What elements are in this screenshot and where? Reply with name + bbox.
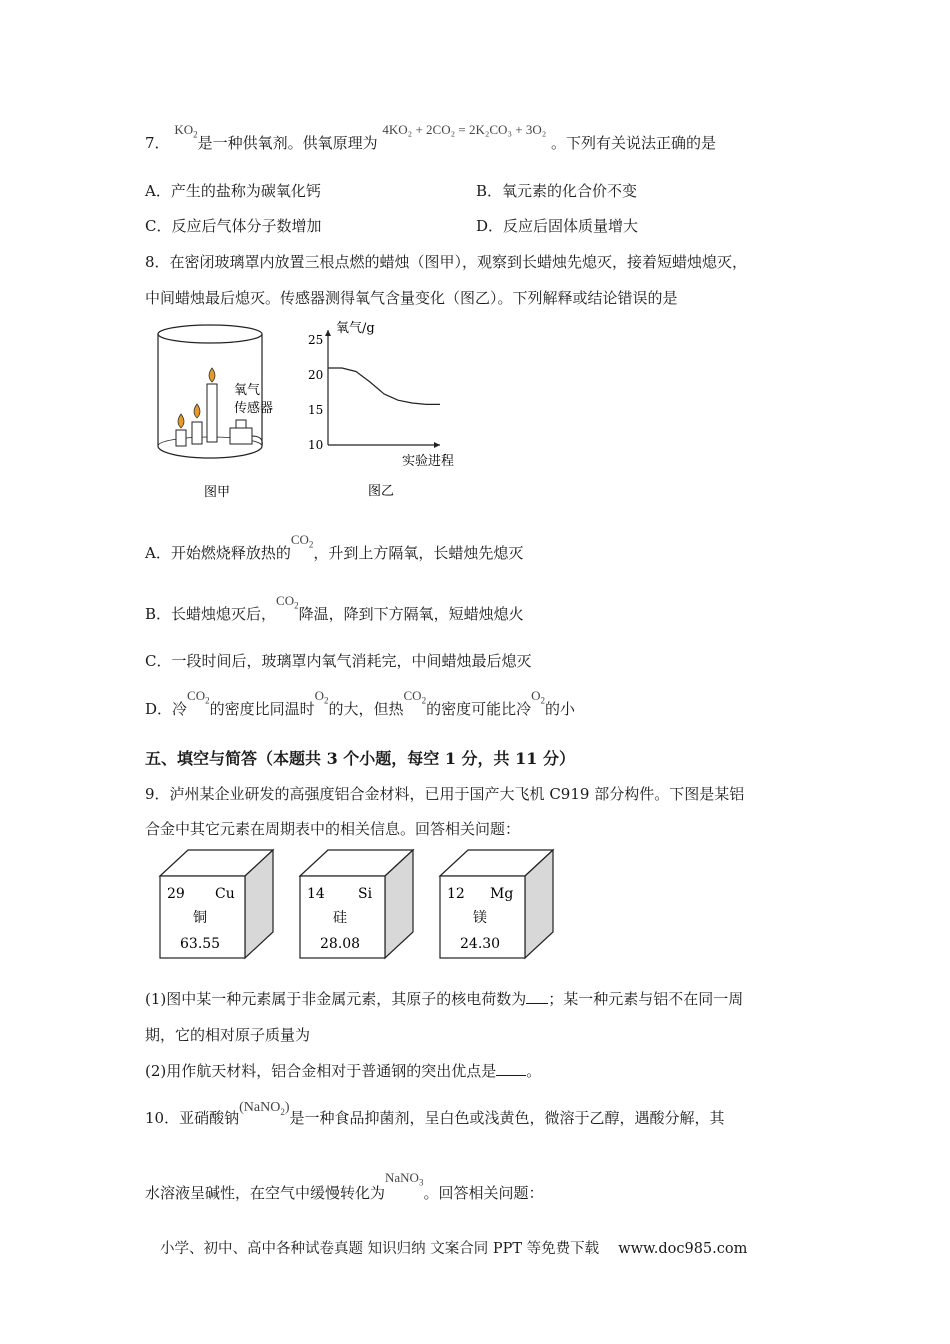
q7-stem: 7． $KO_2$是一种供氧剂。供氧原理为 4KO₂ + 2CO₂ = 2K₂CO₃ + 3O₂ 。下列有关说法正确的是 bbox=[145, 122, 717, 152]
y-tick-label: 20 bbox=[308, 368, 324, 382]
x-axis-arrow bbox=[434, 442, 440, 448]
formula-nano3: NaNO$_3$ bbox=[385, 1170, 424, 1188]
y-axis-arrow bbox=[325, 330, 331, 336]
element-symbol: Cu bbox=[215, 886, 235, 902]
q8-option-a: A．开始燃烧释放热的$CO_2$，升到上方隔氧，长蜡烛先熄灭 bbox=[145, 532, 524, 562]
element-mass: 24.30 bbox=[460, 936, 501, 952]
oxygen-supply-equation: 4KO₂ + 2CO₂ = 2K₂CO₃ + 3O₂ bbox=[382, 122, 547, 137]
q9-part2: (2)用作航天材料，铝合金相对于普通钢的突出优点是 。 bbox=[145, 1062, 542, 1080]
element-name: 硅 bbox=[333, 910, 347, 926]
q8-stem-line2: 中间蜡烛最后熄灭。传感器测得氧气含量变化（图乙）。下列解释或结论错误的是 bbox=[145, 289, 678, 307]
q9-stem-line2: 合金中其它元素在周期表中的相关信息。回答相关问题： bbox=[145, 820, 521, 838]
element-number: 29 bbox=[167, 886, 185, 902]
formula-nano2: (NaNO$_2$) bbox=[239, 1100, 290, 1117]
element-cards bbox=[155, 848, 575, 963]
formula-co2: $CO_2$ bbox=[276, 593, 299, 611]
q7-option-c: C．反应后气体分子数增加 bbox=[145, 217, 322, 235]
element-card-cu bbox=[160, 850, 273, 958]
q10-stem-line2: 水溶液呈碱性，在空气中缓慢转化为NaNO$_3$。回答相关问题： bbox=[145, 1170, 544, 1202]
figure-oxygen-chart bbox=[290, 312, 480, 507]
figure-caption-jia: 图甲 bbox=[204, 485, 231, 500]
x-axis-label: 实验进程 bbox=[402, 454, 455, 469]
page-footer: 小学、初中、高中各种试卷真题 知识归纳 文案合同 PPT 等免费下载 www.doc985.com bbox=[160, 1241, 748, 1257]
figure-bell-jar bbox=[150, 318, 290, 503]
formula-o2: $O_2$ bbox=[314, 688, 329, 706]
q8-option-b: B．长蜡烛熄灭后，$CO_2$降温，降到下方隔氧，短蜡烛熄火 bbox=[145, 593, 524, 623]
formula-co2: $CO_2$ bbox=[187, 688, 210, 706]
sensor-label-line1: 氧气 bbox=[234, 383, 261, 398]
q8-option-d: D．冷$CO_2$的密度比同温时$O_2$的大，但热$CO_2$的密度可能比冷$O_2$的小 bbox=[145, 688, 575, 718]
oxygen-line bbox=[328, 368, 440, 404]
element-number: 12 bbox=[447, 886, 465, 902]
element-symbol: Mg bbox=[490, 886, 514, 902]
section-heading: 五、填空与简答（本题共 3 个小题，每空 1 分，共 11 分） bbox=[145, 749, 575, 768]
q9-part1-cont: 期，它的相对原子质量为 bbox=[145, 1026, 311, 1044]
formula-o2: $O_2$ bbox=[531, 688, 545, 706]
q8-option-c: C．一段时间后，玻璃罩内氧气消耗完，中间蜡烛最后熄灭 bbox=[145, 652, 532, 670]
y-tick-label: 10 bbox=[308, 438, 324, 452]
element-name: 铜 bbox=[193, 910, 207, 926]
element-number: 14 bbox=[307, 886, 325, 902]
q9-stem-line1: 9．泸州某企业研发的高强度铝合金材料，已用于国产大飞机 C919 部分构件。下图是某铝 bbox=[145, 785, 745, 803]
element-name: 镁 bbox=[473, 910, 487, 926]
answer-blank[interactable] bbox=[526, 989, 548, 1004]
formula-ko2: $KO_2$ bbox=[174, 122, 198, 140]
q7-option-a: A．产生的盐称为碳氧化钙 bbox=[145, 182, 321, 200]
element-mass: 63.55 bbox=[180, 936, 221, 952]
q9-part1: (1)图中某一种元素属于非金属元素，其原子的核电荷数为 ；某一种元素与铝不在同一周 bbox=[145, 990, 744, 1008]
q10-stem-line1: 10．亚硝酸钠(NaNO$_2$)是一种食品抑菌剂，呈白色或浅黄色，微溶于乙醇，遇酸分解，其 bbox=[145, 1100, 725, 1127]
formula-co2: $CO_2$ bbox=[403, 688, 427, 706]
answer-blank[interactable] bbox=[496, 1061, 526, 1076]
element-mass: 28.08 bbox=[320, 936, 361, 952]
q7-option-d: D．反应后固体质量增大 bbox=[476, 217, 639, 235]
q7-option-b: B．氧元素的化合价不变 bbox=[476, 182, 638, 200]
sensor-label-line2: 传感器 bbox=[234, 401, 274, 416]
element-card-si bbox=[300, 850, 413, 958]
element-symbol: Si bbox=[358, 886, 373, 902]
y-axis-label: 氧气/g bbox=[336, 321, 375, 336]
formula-co2: $CO_2$ bbox=[290, 532, 314, 550]
figure-caption-yi: 图乙 bbox=[368, 484, 395, 499]
y-tick-label: 25 bbox=[308, 333, 324, 347]
y-tick-label: 15 bbox=[308, 403, 324, 417]
element-card-mg bbox=[440, 850, 553, 958]
q8-stem-line1: 8．在密闭玻璃罩内放置三根点燃的蜡烛（图甲），观察到长蜡烛先熄灭，接着短蜡烛熄灭， bbox=[145, 253, 748, 271]
